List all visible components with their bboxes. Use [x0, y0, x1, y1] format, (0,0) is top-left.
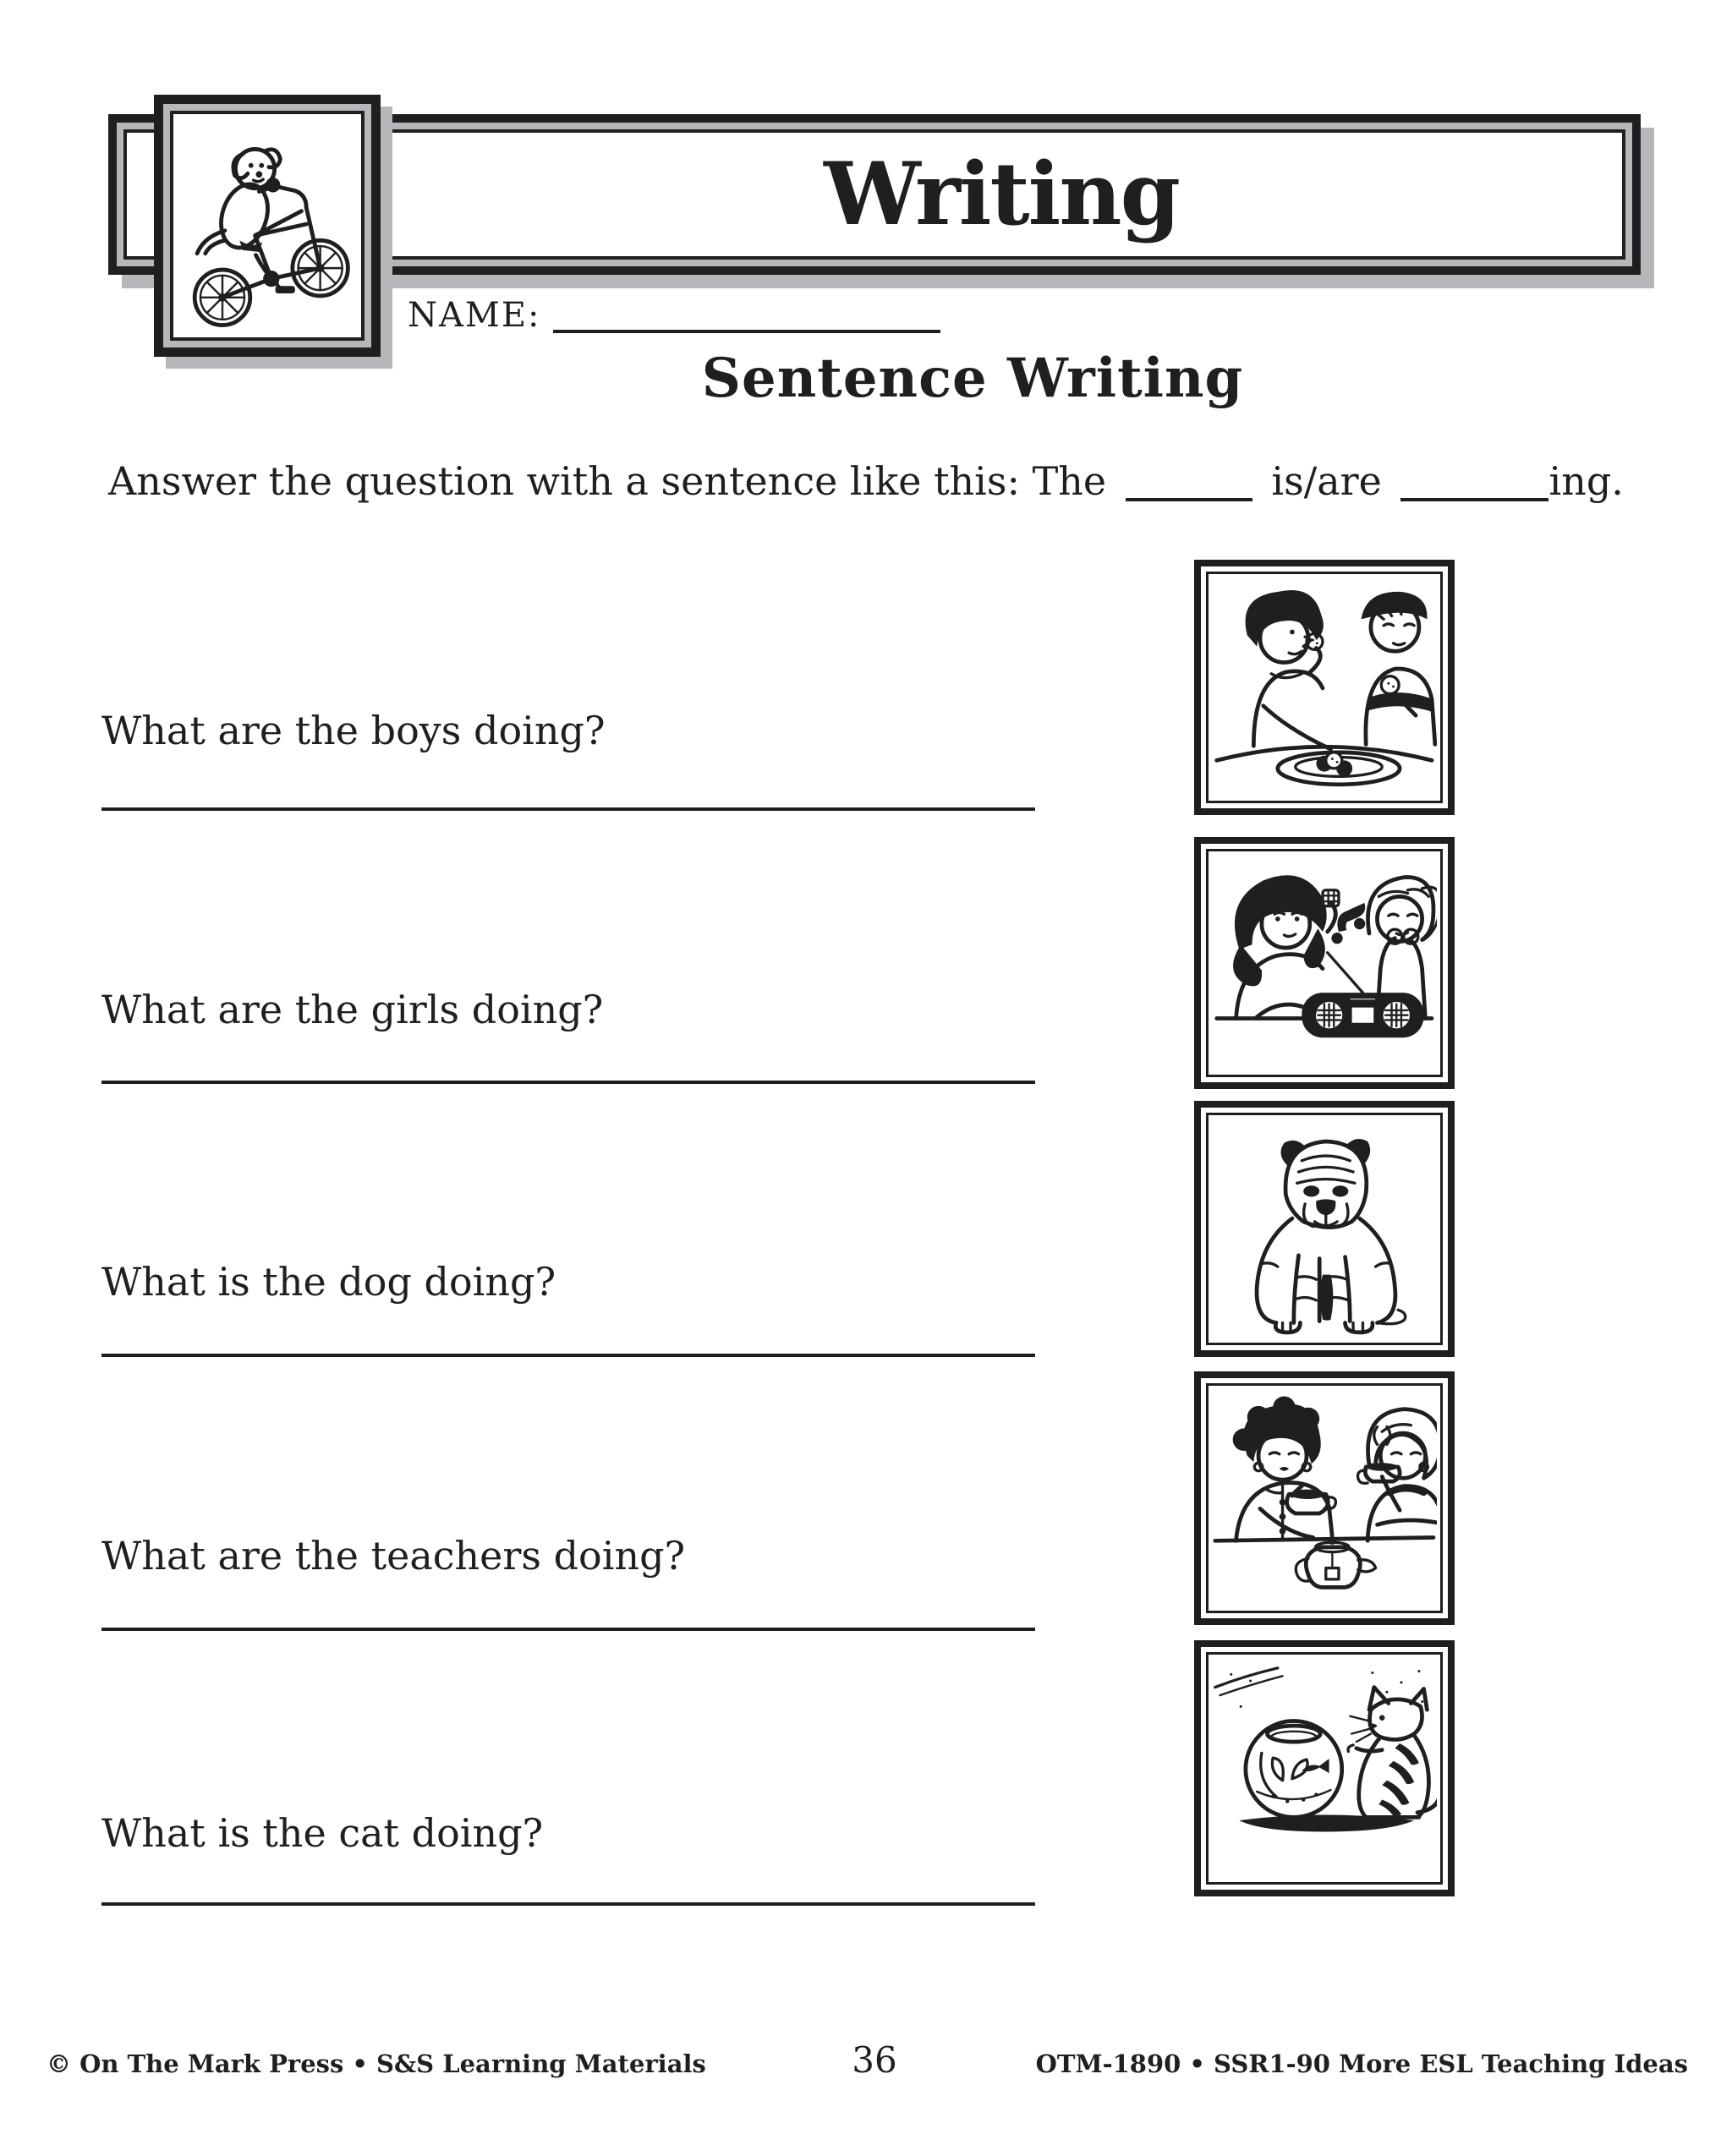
- answer-line-2[interactable]: [101, 1081, 1035, 1084]
- instruction-blank-1[interactable]: [1126, 468, 1252, 501]
- answer-line-3[interactable]: [101, 1354, 1035, 1357]
- worksheet-title: Sentence Writing: [701, 347, 1244, 410]
- picture-frame-5: [1194, 1640, 1455, 1896]
- name-row: [408, 294, 940, 335]
- dog-sitting-image: [1212, 1119, 1437, 1339]
- page-number: 36: [852, 2039, 897, 2081]
- question-4: What are the teachers doing?: [101, 1533, 686, 1579]
- answer-line-1[interactable]: [101, 807, 1035, 811]
- instruction-line: [108, 458, 1681, 504]
- answer-line-5[interactable]: [101, 1902, 1035, 1906]
- instruction-suffix: ing.: [1548, 458, 1624, 504]
- footer-product-code: OTM-1890 • SSR1-90 More ESL Teaching Ideas: [1035, 2049, 1688, 2078]
- question-5: What is the cat doing?: [101, 1810, 544, 1856]
- boys-eating-cookies-image: [1212, 577, 1437, 797]
- name-label: NAME:: [408, 296, 541, 335]
- answer-line-4[interactable]: [101, 1628, 1035, 1631]
- name-blank-line[interactable]: [553, 301, 940, 333]
- picture-frame-2: [1194, 837, 1455, 1089]
- footer-copyright: © On The Mark Press • S&S Learning Materials: [47, 2049, 706, 2078]
- picture-frame-3: [1194, 1101, 1455, 1357]
- teachers-drinking-tea-image: [1212, 1389, 1437, 1607]
- dog-bicycle-frame: [154, 95, 381, 357]
- question-3: What is the dog doing?: [101, 1259, 556, 1305]
- instruction-blank-2[interactable]: [1400, 468, 1548, 501]
- question-2: What are the girls doing?: [101, 987, 604, 1032]
- picture-frame-4: [1194, 1371, 1455, 1625]
- girls-listening-radio-image: [1212, 855, 1437, 1071]
- dog-on-bicycle-icon: [178, 119, 357, 332]
- cat-watching-fishbowl-image: [1212, 1658, 1437, 1879]
- question-1: What are the boys doing?: [101, 708, 606, 753]
- picture-frame-1: [1194, 560, 1455, 815]
- page-title: Writing: [824, 144, 1179, 245]
- instruction-middle: is/are: [1271, 458, 1382, 504]
- instruction-prefix: Answer the question with a sentence like this: The: [108, 458, 1107, 504]
